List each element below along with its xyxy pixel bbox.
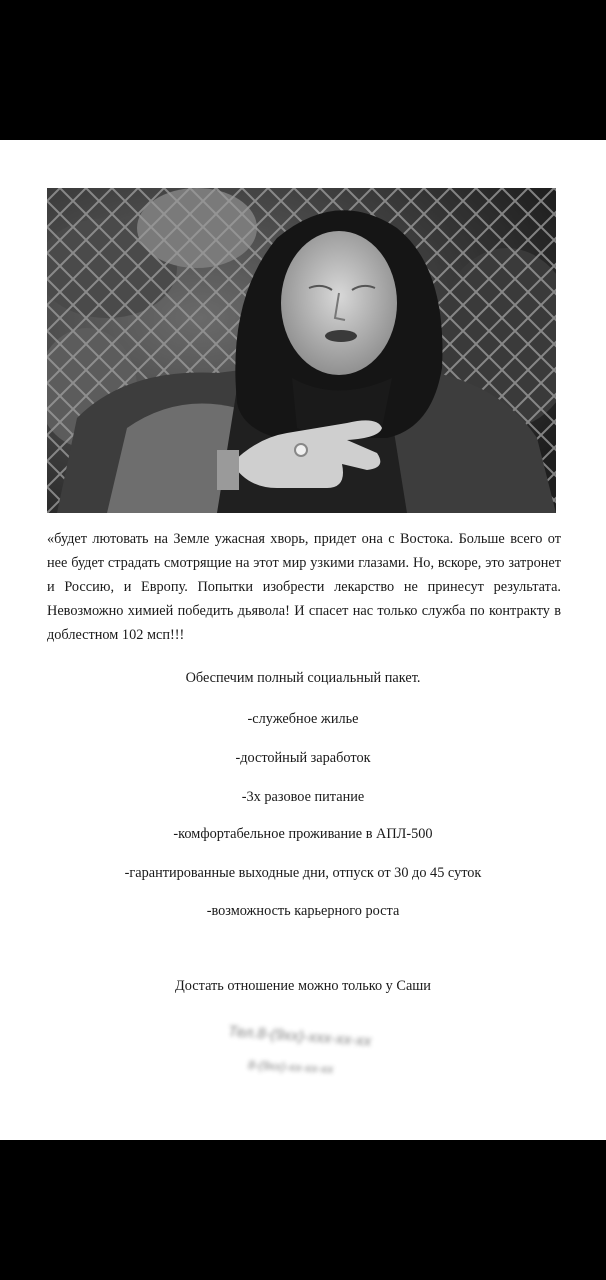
- top-black-bar: [0, 0, 606, 140]
- benefit-item: -гарантированные выходные дни, отпуск от 30 до 45 суток: [124, 865, 482, 881]
- main-paragraph: «будет лютовать на Земле ужасная хворь, придет она с Востока. Больше всего от нее будет страдать смотрящие на этот мир узкими глазами. Но, вскоре, это затронет и Россию, и Европу. Попытки изобрести лекарство не принесут результата. Невозможно химией победить дьявола! И спасет нас только служба по контракту в доблестном 102 мсп!!!: [47, 531, 561, 643]
- old-woman-portrait-photo: [47, 188, 556, 513]
- blurred-phone-line-1: Тел.8-(9хх)-ххх-хх-хх: [227, 1023, 372, 1050]
- benefit-item: -служебное жилье: [247, 711, 359, 727]
- document-page: [0, 140, 606, 1140]
- portrait-photo: [47, 188, 556, 513]
- bottom-black-bar: [0, 1140, 606, 1280]
- benefit-item: -возможность карьерного роста: [206, 903, 400, 919]
- blurred-contact: [200, 1020, 410, 1090]
- blurred-phone-line-2: 8-(9хх)-хх-хх-хх: [247, 1057, 334, 1077]
- benefit-item: -достойный заработок: [235, 750, 371, 766]
- benefit-item: -3х разовое питание: [241, 789, 365, 805]
- benefit-item: -комфортабельное проживание в АПЛ-500: [173, 826, 433, 842]
- offer-heading: Обеспечим полный социальный пакет.: [185, 670, 421, 686]
- contact-note: Достать отношение можно только у Саши: [175, 978, 431, 994]
